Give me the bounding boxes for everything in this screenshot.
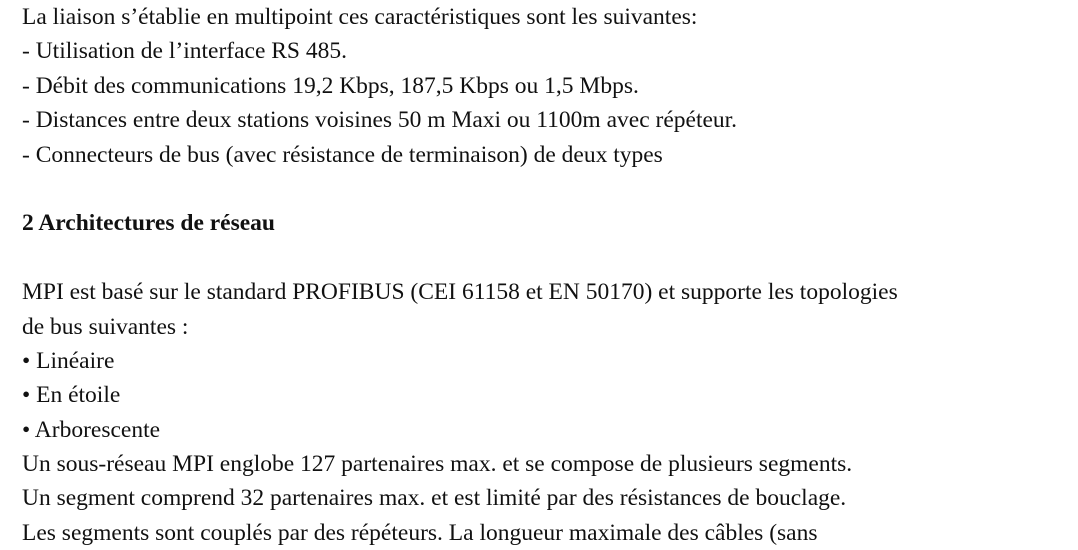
spacer bbox=[22, 172, 1062, 206]
document-page bbox=[22, 0, 1062, 550]
feature-item: - Distances entre deux stations voisines 50 m Maxi ou 1100m avec répéteur. bbox=[22, 107, 738, 134]
paragraph-line: MPI est basé sur le standard PROFIBUS (CEI 61158 et EN 50170) et supporte les topologies bbox=[22, 279, 898, 306]
topology-item: • Arborescente bbox=[22, 416, 161, 443]
spacer bbox=[22, 241, 1062, 275]
section-heading: 2 Architectures de réseau bbox=[22, 210, 276, 237]
feature-item: - Connecteurs de bus (avec résistance de terminaison) de deux types bbox=[22, 141, 663, 168]
closing-line: Un sous-réseau MPI englobe 127 partenaires max. et se compose de plusieurs segments. bbox=[22, 451, 853, 478]
intro-text: La liaison s’établie en multipoint ces caractéristiques sont les suivantes: bbox=[22, 4, 698, 30]
feature-item: - Débit des communications 19,2 Kbps, 187,5 Kbps ou 1,5 Mbps. bbox=[22, 72, 639, 99]
feature-item: - Utilisation de l’interface RS 485. bbox=[22, 38, 348, 65]
closing-line: Un segment comprend 32 partenaires max. et est limité par des résistances de bouclage. bbox=[22, 485, 847, 512]
closing-line: Les segments sont couplés par des répéteurs. La longueur maximale des câbles (sans bbox=[22, 519, 818, 546]
paragraph-line: de bus suivantes : bbox=[22, 313, 189, 340]
topology-item: • En étoile bbox=[22, 382, 121, 409]
topology-item: • Linéaire bbox=[22, 347, 115, 374]
